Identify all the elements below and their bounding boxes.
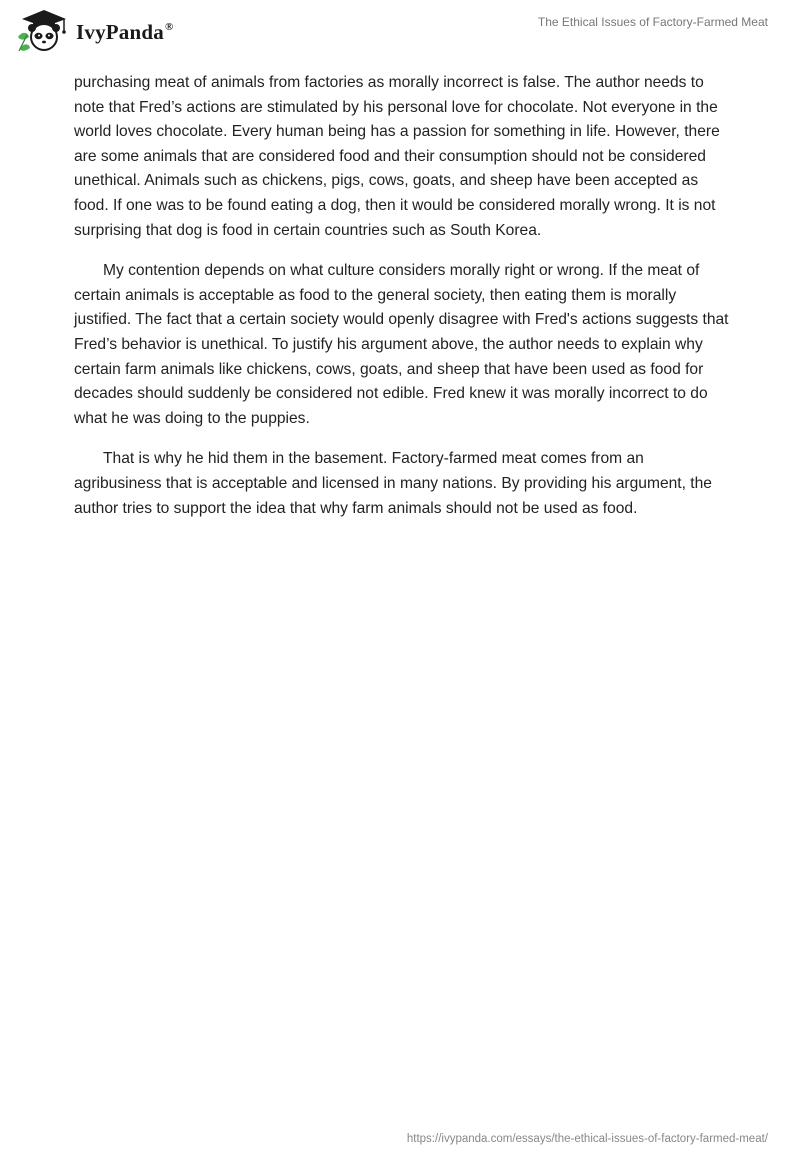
paragraph: That is why he hid them in the basement. Factory-farmed meat comes from an agribusiness that is acceptable and licensed in many nations. By providing his argument, the author tries to support the idea that why farm animals should not be used as food. — [74, 450, 712, 517]
document-title: The Ethical Issues of Factory-Farmed Meat — [537, 15, 768, 29]
paragraph: purchasing meat of animals from factories as morally incorrect is false. The author needs to note that Fred’s actions are stimulated by his personal love for chocolate. Not everyone in the world loves chocolate. Every human being has a passion for something in life. However, there are some animals that are considered food and their consumption should not be considered unethical. Animals such as chickens, pigs, cows, goats, and sheep have been accepted as food. If one was to be found eating a dog, then it would be considered morally wrong. It is not surprising that dog is food in certain countries such as South Korea. — [74, 74, 720, 239]
paragraph: My contention depends on what culture considers morally right or wrong. If the meat of certain animals is acceptable as food to the general society, then eating them is morally justified. The fact that a certain society would openly disagree with Fred's actions suggests that Fred’s behavior is unethical. To justify his argument above, the author needs to explain why certain farm animals like chickens, cows, goats, and sheep that have been used as food for decades should suddenly be considered not edible. Fred knew it was morally incorrect to do what he was doing to the puppies. — [74, 262, 729, 427]
ivypanda-logo[interactable] — [14, 7, 214, 53]
page-header — [0, 0, 800, 70]
essay-body — [74, 71, 734, 537]
brand-name-text: IvyPanda — [76, 19, 164, 44]
brand-name — [76, 20, 173, 45]
registered-mark: ® — [164, 20, 174, 33]
panda-graduate-icon — [14, 7, 74, 53]
source-url[interactable]: https://ivypanda.com/essays/the-ethical-issues-of-factory-farmed-meat/ — [406, 1133, 768, 1145]
